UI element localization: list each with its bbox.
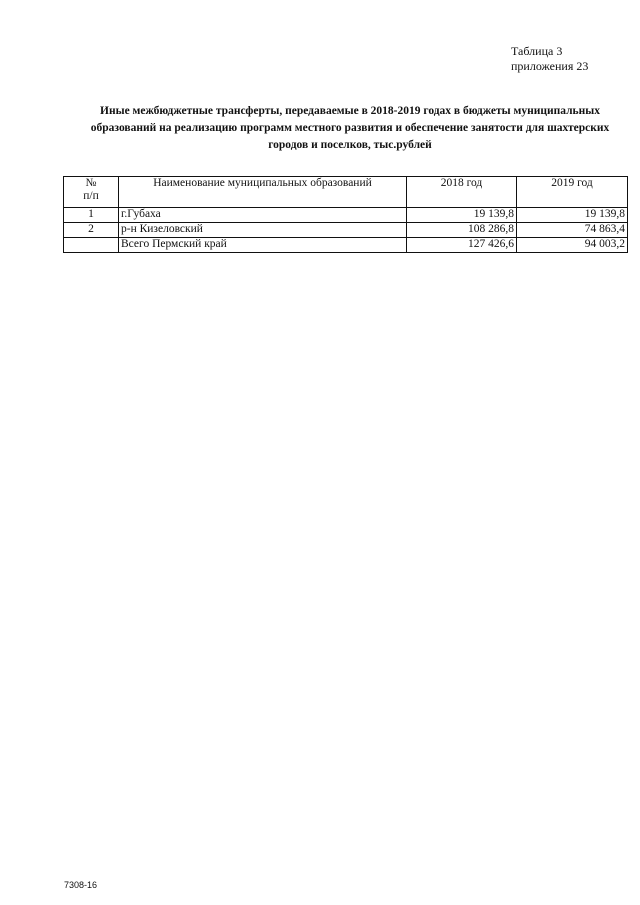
table-header-row bbox=[64, 177, 628, 208]
row-municipality: г.Губаха bbox=[119, 208, 407, 223]
table-row bbox=[64, 208, 628, 223]
header-number-line-1: № bbox=[85, 177, 97, 189]
table-reference bbox=[511, 44, 588, 74]
header-year-2018: 2018 год bbox=[407, 177, 517, 208]
table-number-label: Таблица 3 bbox=[511, 44, 563, 58]
title-line-2: образований на реализацию программ местного развития и обеспечение занятости для шахтерских bbox=[90, 122, 610, 134]
row-value-2018: 127 426,6 bbox=[407, 238, 517, 253]
row-number: 2 bbox=[64, 223, 119, 238]
row-value-2019: 94 003,2 bbox=[517, 238, 628, 253]
header-municipality-name: Наименование муниципальных образований bbox=[119, 177, 407, 208]
row-value-2018: 108 286,8 bbox=[407, 223, 517, 238]
row-number bbox=[64, 238, 119, 253]
header-number-line-2: п/п bbox=[83, 190, 99, 202]
row-value-2019: 74 863,4 bbox=[517, 223, 628, 238]
table-total-row bbox=[64, 238, 628, 253]
document-code: 7308-16 bbox=[64, 880, 98, 890]
title-line-3: городов и поселков, тыс.рублей bbox=[268, 139, 432, 151]
row-value-2018: 19 139,8 bbox=[407, 208, 517, 223]
document-title bbox=[60, 103, 640, 154]
appendix-label: приложения 23 bbox=[511, 59, 589, 73]
title-line-1: Иные межбюджетные трансферты, передаваемые в 2018-2019 годах в бюджеты муниципальных bbox=[100, 105, 600, 117]
transfers-table bbox=[63, 176, 628, 253]
row-value-2019: 19 139,8 bbox=[517, 208, 628, 223]
header-year-2019: 2019 год bbox=[517, 177, 628, 208]
header-number bbox=[64, 177, 119, 208]
table-row bbox=[64, 223, 628, 238]
row-municipality: р-н Кизеловский bbox=[119, 223, 407, 238]
row-municipality: Всего Пермский край bbox=[119, 238, 407, 253]
row-number: 1 bbox=[64, 208, 119, 223]
